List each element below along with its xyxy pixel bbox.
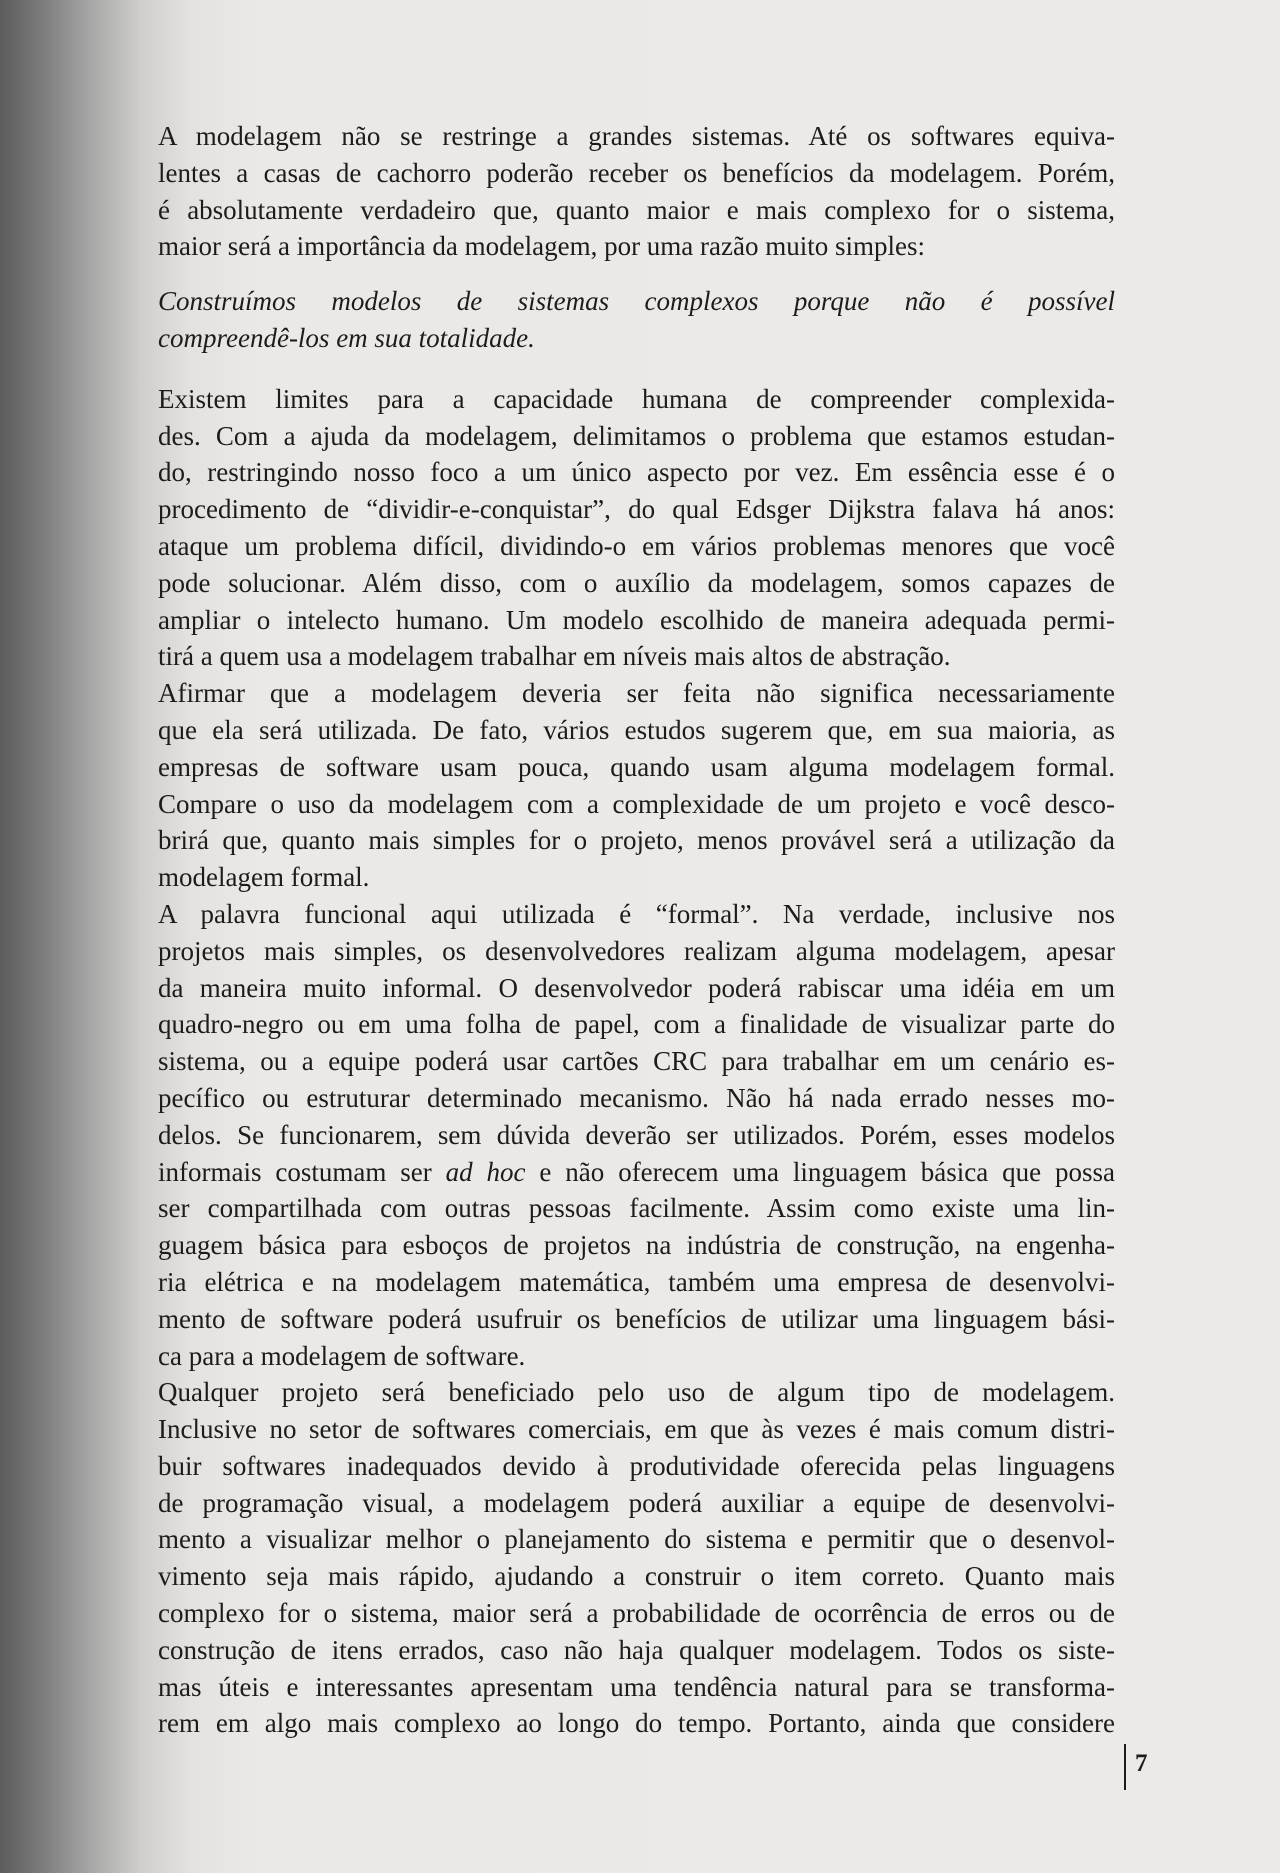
text-line: é absolutamente verdadeiro que, quanto maior e mais complexo for o sistema, [158, 194, 1115, 225]
paragraph-2 [158, 381, 1115, 675]
paragraph-4 [158, 896, 1115, 1374]
text-line: ampliar o intelecto humano. Um modelo escolhido de maneira adequada permi- [158, 604, 1115, 635]
paragraph-3 [158, 675, 1115, 896]
text-line: pode solucionar. Além disso, com o auxílio da modelagem, somos capazes de [158, 567, 1115, 598]
text-line: complexo for o sistema, maior será a probabilidade de ocorrência de erros ou de [158, 1598, 1115, 1629]
text-line: de programação visual, a modelagem poderá auxiliar a equipe de desenvolvi- [158, 1487, 1115, 1518]
text-line-with-italic [158, 1154, 1115, 1191]
text-line: tirá a quem usa a modelagem trabalhar em níveis mais altos de abstração. [158, 641, 951, 672]
text-line: quadro-negro ou em uma folha de papel, com a finalidade de visualizar parte do [158, 1009, 1115, 1040]
paragraph-1 [158, 118, 1115, 265]
page-number: 7 [1124, 1744, 1148, 1790]
text-line: Compare o uso da modelagem com a complexidade de um projeto e você desco- [158, 788, 1115, 819]
text-line: projetos mais simples, os desenvolvedores realizam alguma modelagem, apesar [158, 935, 1115, 966]
paragraph-5 [158, 1374, 1115, 1742]
text-line: mas úteis e interessantes apresentam uma tendência natural para se transforma- [158, 1671, 1115, 1702]
text-line: Inclusive no setor de softwares comerciais, em que às vezes é mais comum distri- [158, 1414, 1115, 1445]
text-line: Qualquer projeto será beneficiado pelo uso de algum tipo de modelagem. [158, 1377, 1115, 1408]
text-line: pecífico ou estruturar determinado mecanismo. Não há nada errado nesses mo- [158, 1082, 1115, 1113]
text-line: empresas de software usam pouca, quando usam alguma modelagem formal. [158, 751, 1115, 782]
text-line: A palavra funcional aqui utilizada é “formal”. Na verdade, inclusive nos [158, 898, 1115, 929]
text-line: ser compartilhada com outras pessoas facilmente. Assim como existe uma lin- [158, 1193, 1115, 1224]
quote-line: Construímos modelos de sistemas complexos porque não é possível [158, 286, 1115, 317]
text-line: da maneira muito informal. O desenvolvedor poderá rabiscar uma idéia em um [158, 972, 1115, 1003]
text-line: construção de itens errados, caso não haja qualquer modelagem. Todos os siste- [158, 1634, 1115, 1665]
text-line: sistema, ou a equipe poderá usar cartões CRC para trabalhar em um cenário es- [158, 1046, 1115, 1077]
text-line: des. Com a ajuda da modelagem, delimitamos o problema que estamos estudan- [158, 420, 1115, 451]
text-segment: e não oferecem uma linguagem básica que possa [525, 1156, 1115, 1187]
text-line: A modelagem não se restringe a grandes sistemas. Até os softwares equiva- [158, 121, 1115, 151]
text-line: mento a visualizar melhor o planejamento do sistema e permitir que o desenvol- [158, 1524, 1115, 1555]
text-line: modelagem formal. [158, 862, 370, 893]
text-line: buir softwares inadequados devido à produtividade oferecida pelas linguagens [158, 1450, 1115, 1481]
text-line: Existem limites para a capacidade humana de compreender complexida- [158, 383, 1115, 414]
quote-line: compreendê-los em sua totalidade. [158, 322, 535, 353]
italic-term: ad hoc [445, 1156, 526, 1187]
text-line: maior será a importância da modelagem, por uma razão muito simples: [158, 231, 925, 262]
text-line: brirá que, quanto mais simples for o projeto, menos provável será a utilização da [158, 825, 1115, 856]
text-line: que ela será utilizada. De fato, vários estudos sugerem que, em sua maioria, as [158, 714, 1115, 745]
text-line: ca para a modelagem de software. [158, 1340, 526, 1371]
text-line: procedimento de “dividir-e-conquistar”, do qual Edsger Dijkstra falava há anos: [158, 494, 1115, 525]
text-line: rem em algo mais complexo ao longo do tempo. Portanto, ainda que considere [158, 1708, 1115, 1739]
text-line: guagem básica para esboços de projetos na indústria de construção, na engenha- [158, 1230, 1115, 1261]
text-line: lentes a casas de cachorro poderão receber os benefícios da modelagem. Porém, [158, 157, 1115, 188]
highlighted-quote [158, 283, 1115, 357]
text-line: ria elétrica e na modelagem matemática, também uma empresa de desenvolvi- [158, 1266, 1115, 1297]
text-line: do, restringindo nosso foco a um único aspecto por vez. Em essência esse é o [158, 457, 1115, 488]
text-line: delos. Se funcionarem, sem dúvida deverão ser utilizados. Porém, esses modelos [158, 1119, 1115, 1150]
text-segment: informais costumam ser [158, 1156, 446, 1187]
text-line: Afirmar que a modelagem deveria ser feita não significa necessariamente [158, 678, 1115, 709]
text-line: ataque um problema difícil, dividindo-o em vários problemas menores que você [158, 530, 1115, 561]
text-line: mento de software poderá usufruir os benefícios de utilizar uma linguagem bási- [158, 1303, 1115, 1334]
body-text [158, 118, 1115, 1742]
text-line: vimento seja mais rápido, ajudando a construir o item correto. Quanto mais [158, 1561, 1115, 1592]
